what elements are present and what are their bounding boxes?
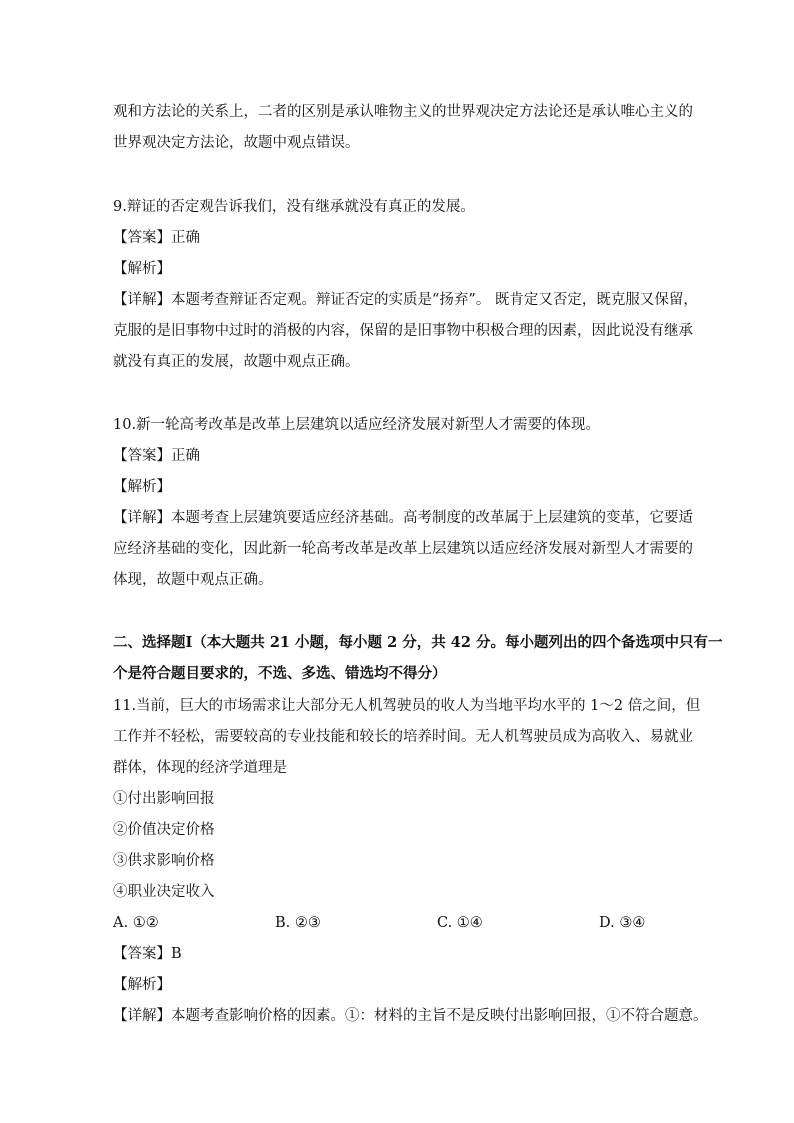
q11-option-c: C. ①④: [437, 915, 483, 931]
q11-stem-line-2: 工作并不轻松，需要较高的专业技能和较长的培养时间。无人机驾驶员成为高收入、易就业: [113, 729, 693, 745]
q11-analysis-label: 【解析】: [113, 977, 171, 993]
q11-option-d: D. ③④: [599, 915, 646, 931]
q11-detail-line-1: 【详解】本题考查影响价格的因素。①：材料的主旨不是反映付出影响回报，①不符合题意。: [113, 1008, 708, 1024]
q11-answer: 【答案】B: [113, 946, 182, 962]
q11-option-b: B. ②③: [275, 915, 321, 931]
q10-detail-line-2: 应经济基础的变化，因此新一轮高考改革是改革上层建筑以适应经济发展对新型人才需要的: [113, 541, 693, 557]
intro-line-1: 观和方法论的关系上，二者的区别是承认唯物主义的世界观决定方法论还是承认唯心主义的: [113, 104, 693, 120]
q10-analysis-label: 【解析】: [113, 479, 171, 495]
q9-detail-line-2: 克服的是旧事物中过时的消极的内容，保留的是旧事物中积极合理的因素，因此说没有继承: [113, 323, 693, 339]
q11-stem-line-3: 群体，体现的经济学道理是: [113, 760, 287, 776]
intro-line-2: 世界观决定方法论，故题中观点错误。: [113, 135, 360, 151]
q11-item-2: ②价值决定价格: [113, 822, 215, 838]
q10-detail-line-1: 【详解】本题考查上层建筑要适应经济基础。高考制度的改革属于上层建筑的变革，它要适: [113, 510, 693, 526]
section-heading-line-1: 二、选择题Ⅰ（本大题共 21 小题，每小题 2 分，共 42 分。每小题列出的四个备选项中只有一: [113, 634, 723, 651]
q9-detail-line-3: 就没有真正的发展，故题中观点正确。: [113, 354, 360, 370]
q11-item-3: ③供求影响价格: [113, 853, 215, 869]
q11-option-a: A. ①②: [113, 915, 159, 931]
q10-detail-line-3: 体现，故题中观点正确。: [113, 572, 273, 588]
q9-analysis-label: 【解析】: [113, 261, 171, 277]
q10-question: 10.新一轮高考改革是改革上层建筑以适应经济发展对新型人才需要的体现。: [113, 417, 601, 433]
q11-item-1: ①付出影响回报: [113, 791, 215, 807]
q9-detail-line-1: 【详解】本题考查辩证否定观。辩证否定的实质是“扬弃”。 既肯定又否定，既克服又保留，: [113, 292, 698, 308]
q9-answer: 【答案】正确: [113, 230, 200, 246]
q10-answer: 【答案】正确: [113, 448, 200, 464]
q11-item-4: ④职业决定收入: [113, 884, 215, 900]
q11-stem-line-1: 11.当前，巨大的市场需求让大部分无人机驾驶员的收人为当地平均水平的 1～2 倍之间，但: [113, 698, 701, 714]
section-heading-line-2: 个是符合题目要求的，不选、多选、错选均不得分）: [113, 665, 447, 682]
q9-question: 9.辩证的否定观告诉我们，没有继承就没有真正的发展。: [113, 199, 475, 215]
